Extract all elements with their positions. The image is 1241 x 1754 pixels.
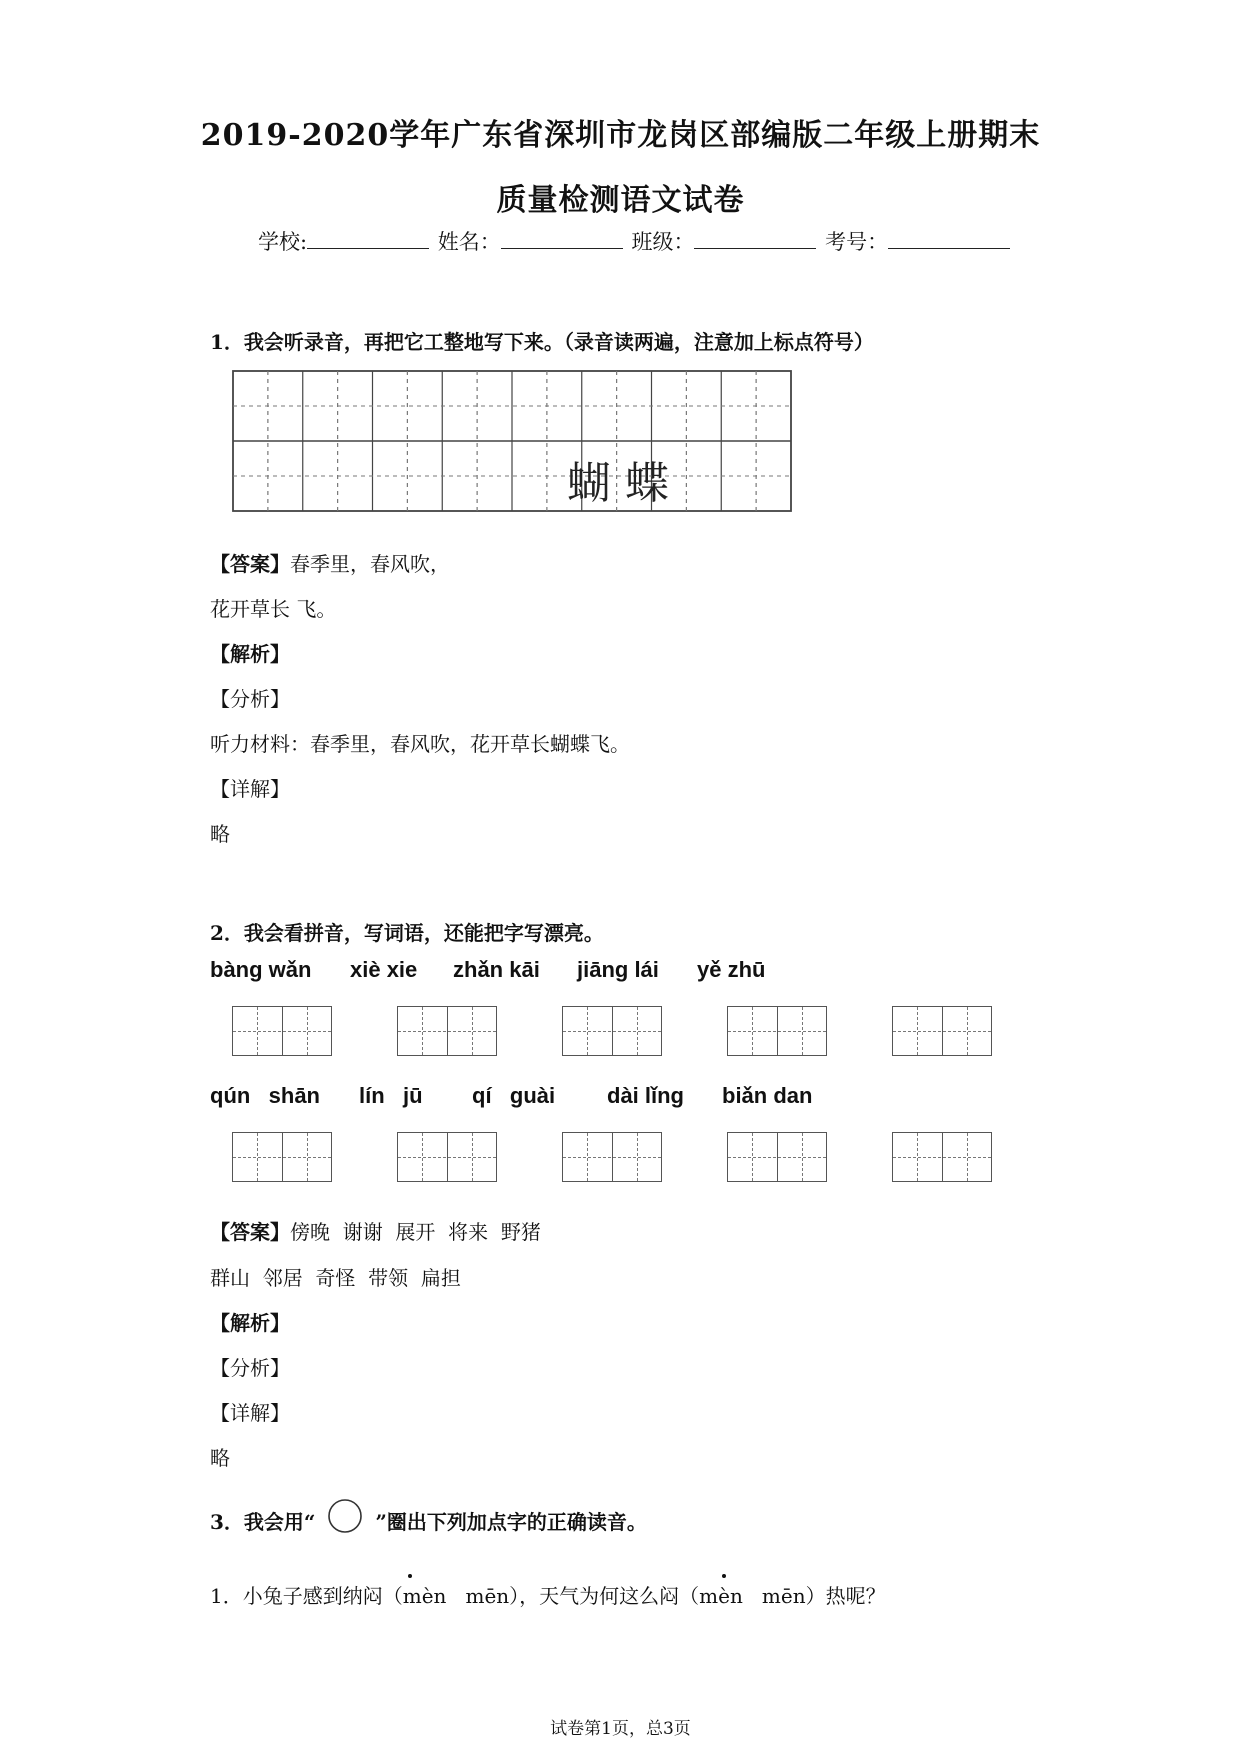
school-label: 学校: [258, 230, 308, 254]
q3-item1: 1．小兔子感到纳闷（mèn mēn），天气为何这么闷（mèn mēn）热呢？ [210, 1584, 886, 1608]
q2-lue: 略 [210, 1446, 230, 1470]
q2-fenxi-tag: 【分析】 [210, 1356, 290, 1380]
q1-prompt: 1．我会听录音，再把它工整地写下来。（录音读两遍，注意加上标点符号） [210, 330, 874, 354]
q2-pinyin-2-2: lín jū [359, 1083, 423, 1108]
q2-answer-text: 傍晚 谢谢 展开 将来 野猪 [290, 1220, 541, 1244]
q1-detail-tag: 【详解】 [210, 777, 290, 801]
q2-grid-2-1[interactable] [232, 1132, 332, 1182]
q3-prompt-post: ”圈出下列加点字的正确读音。 [375, 1510, 647, 1534]
q2-grid-2-4[interactable] [727, 1132, 827, 1182]
q2-grid-1-4[interactable] [727, 1006, 827, 1056]
q2-pinyin-2-5: biǎn dan [722, 1083, 813, 1108]
q2-pinyin-1-5: yě zhū [697, 957, 766, 982]
q1-answer-text: 春季里，春风吹， [290, 552, 450, 576]
q2-grid-1-1[interactable] [232, 1006, 332, 1056]
q2-detail-tag: 【详解】 [210, 1401, 290, 1425]
circle-icon [325, 1496, 365, 1536]
class-blank[interactable] [694, 230, 816, 249]
q2-grid-1-3[interactable] [562, 1006, 662, 1056]
number-label: 考号： [825, 230, 889, 254]
school-blank[interactable] [307, 230, 429, 249]
q2-grid-2-3[interactable] [562, 1132, 662, 1182]
q2-pinyin-1-4: jiāng lái [577, 957, 659, 982]
page-title-line2: 质量检测语文试卷 [496, 183, 745, 218]
q2-pinyin-1-2: xiè xie [350, 957, 418, 982]
q3-prompt-pre: 3．我会用“ [210, 1510, 316, 1534]
q1-writing-grid [232, 370, 792, 512]
student-info [258, 226, 1012, 256]
q2-pinyin-2-4: dài lǐng [607, 1083, 684, 1108]
q1-answer-line2: 花开草长 飞。 [210, 597, 337, 621]
q1-answer-line1 [210, 548, 450, 577]
q2-grid-2-2[interactable] [397, 1132, 497, 1182]
q2-grid-1-2[interactable] [397, 1006, 497, 1056]
q2-pinyin-1-1: bàng wǎn [210, 957, 312, 982]
q2-pinyin-2-3: qí guài [472, 1083, 556, 1108]
q1-listening-material: 听力材料：春季里，春风吹，花开草长蝴蝶飞。 [210, 732, 630, 756]
name-blank[interactable] [501, 230, 623, 249]
q3-prompt [210, 1506, 647, 1535]
q1-analysis-tag: 【解析】 [210, 642, 290, 666]
q2-pinyin-2-1: qún shān [210, 1083, 320, 1108]
emphasis-dot [722, 1574, 726, 1578]
class-label: 班级： [631, 230, 695, 254]
q2-answer-tag: 【答案】 [210, 1220, 290, 1244]
q1-grid-text: 蝴 蝶 [567, 458, 669, 509]
q2-answer-line2: 群山 邻居 奇怪 带领 扁担 [210, 1266, 461, 1290]
page-footer: 试卷第1页，总3页 [550, 1719, 691, 1739]
q1-lue: 略 [210, 822, 230, 846]
q2-prompt: 2．我会看拼音，写词语，还能把字写漂亮。 [210, 921, 604, 945]
name-label: 姓名： [437, 230, 501, 254]
q2-pinyin-1-3: zhǎn kāi [453, 957, 540, 982]
q2-grid-2-5[interactable] [892, 1132, 992, 1182]
emphasis-dot [408, 1574, 412, 1578]
number-blank[interactable] [888, 230, 1010, 249]
q2-grid-1-5[interactable] [892, 1006, 992, 1056]
q2-answer-line1 [210, 1216, 541, 1245]
q2-analysis-tag: 【解析】 [210, 1311, 290, 1335]
q1-answer-tag: 【答案】 [210, 552, 290, 576]
q1-fenxi-tag: 【分析】 [210, 687, 290, 711]
page-title-line1: 2019-2020学年广东省深圳市龙岗区部编版二年级上册期末 [200, 118, 1041, 153]
